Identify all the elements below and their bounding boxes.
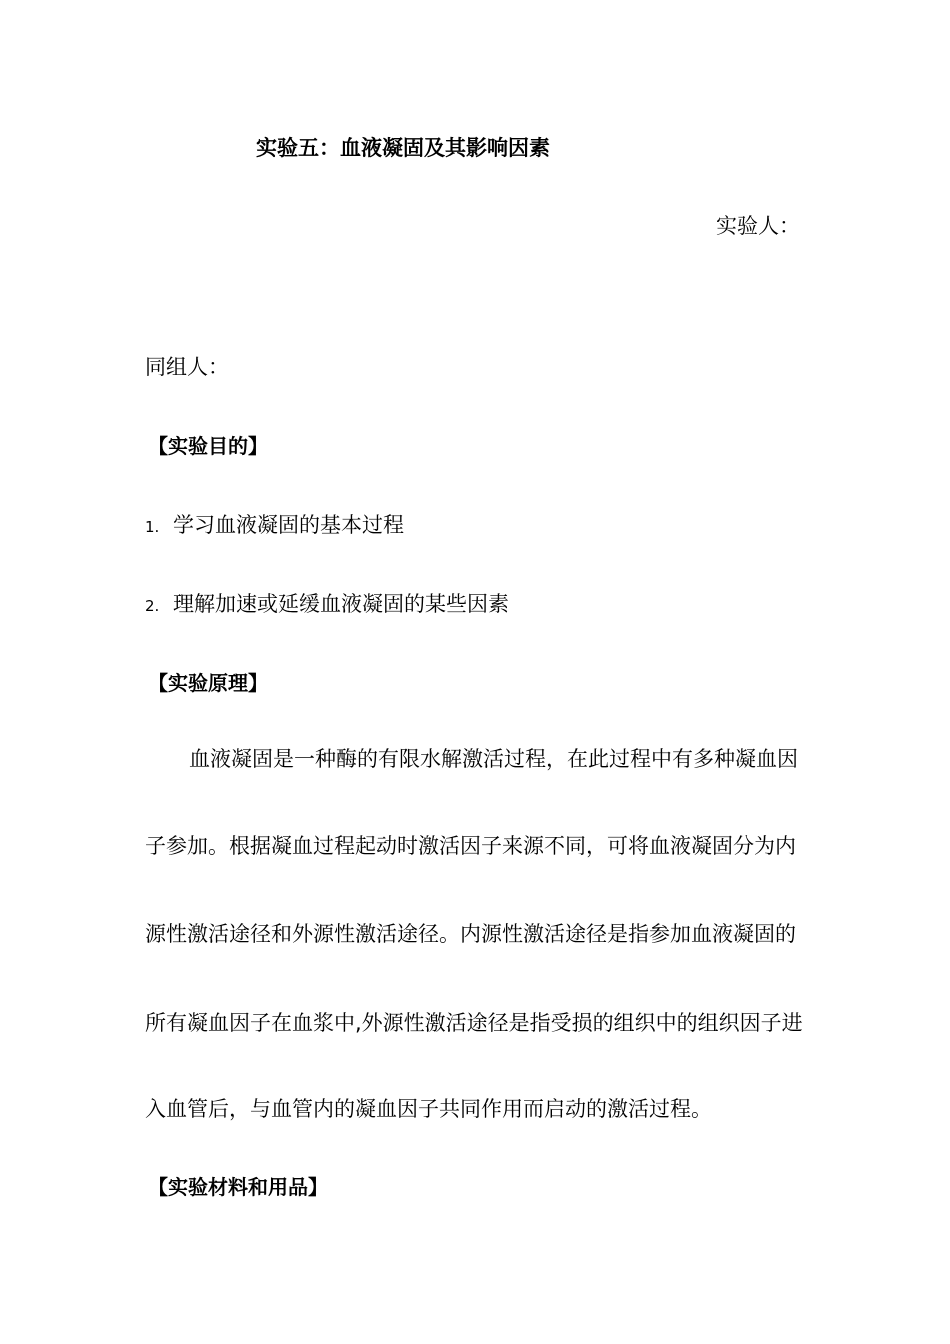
list-item [145,590,509,620]
section-heading-materials: 【实验材料和用品】 [148,1175,328,1199]
experimenter-label: 实验人： [716,214,800,238]
section-heading-purpose: 【实验目的】 [148,434,268,458]
paragraph-line: 源性激活途径和外源性激活途径。内源性激活途径是指参加血液凝固的 [145,922,796,946]
paragraph-line: 入血管后，与血管内的凝血因子共同作用而启动的激活过程。 [145,1097,712,1121]
section-heading-principle: 【实验原理】 [148,671,268,695]
paragraph-line: 子参加。根据凝血过程起动时激活因子来源不同，可将血液凝固分为内 [145,834,796,858]
list-item-text: 学习血液凝固的基本过程 [173,513,404,537]
paragraph-line: 所有凝血因子在血浆中,外源性激活途径是指受损的组织中的组织因子进 [145,1011,803,1035]
group-members-label: 同组人： [145,355,229,379]
paragraph-line: 血液凝固是一种酶的有限水解激活过程，在此过程中有多种凝血因 [189,747,798,771]
document-title: 实验五：血液凝固及其影响因素 [256,136,550,160]
list-item-number: 1. [145,518,160,536]
list-item-number: 2. [145,597,160,615]
list-item-text: 理解加速或延缓血液凝固的某些因素 [173,592,509,616]
list-item [145,511,404,541]
